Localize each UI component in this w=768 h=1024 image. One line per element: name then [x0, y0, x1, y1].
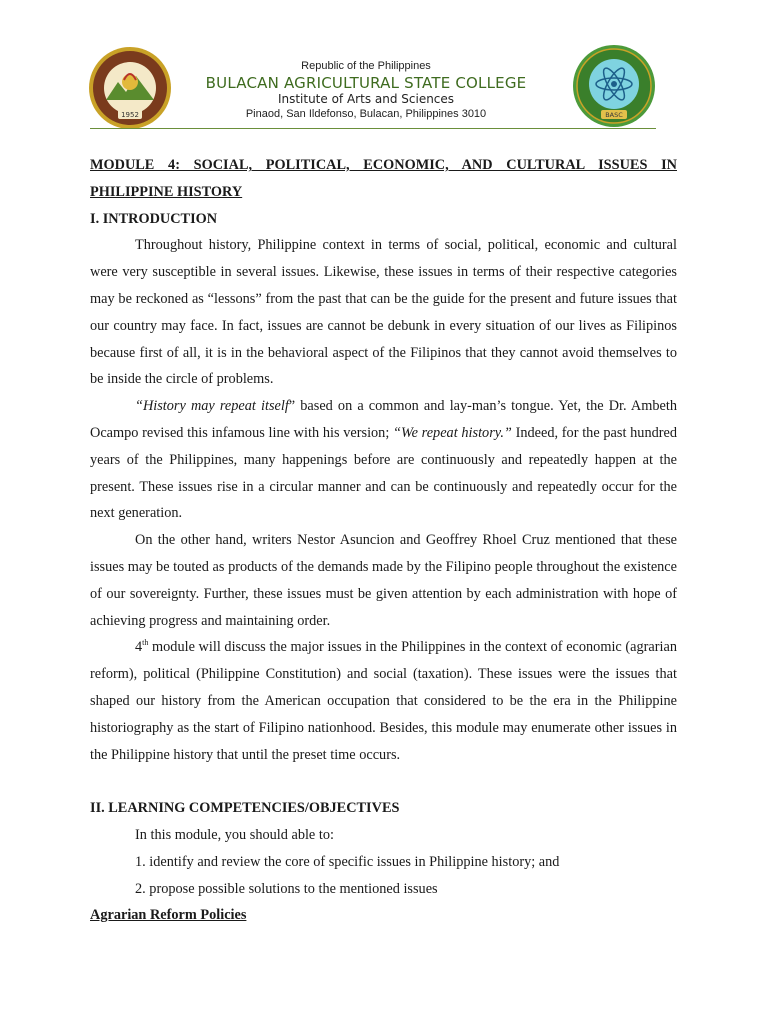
- agrarian-reform-heading: Agrarian Reform Policies: [90, 907, 247, 924]
- spacer: [90, 768, 677, 795]
- svg-text:BASC: BASC: [605, 111, 623, 119]
- svg-text:1952: 1952: [121, 111, 139, 119]
- quote-we-repeat: “We repeat history.”: [393, 424, 512, 441]
- module-title-line2: PHILIPPINE HISTORY: [90, 183, 243, 200]
- intro-paragraph-2: [90, 393, 677, 527]
- objective-item-2: 2. propose possible solutions to the mentioned issues: [135, 880, 438, 897]
- document-body: [90, 152, 677, 929]
- intro-paragraph-1: Throughout history, Philippine context in terms of social, political, economic and cultural were very susceptible in several issues. Likewise, these issues in terms of their respective categories may be reckoned as “lessons” from the past that can be the guide for the present and future issues that our country may face. In fact, issues are cannot be debunk in every situation of our lives as Filipinos because first of all, it is in the behavioral aspect of the Filipinos that they cannot avoid themselves to be inside the circle of problems.: [90, 237, 677, 388]
- header-college-name: BULACAN AGRICULTURAL STATE COLLEGE: [205, 74, 527, 92]
- objective-item-1: 1. identify and review the core of specific issues in Philippine history; and: [135, 853, 560, 870]
- intro-paragraph-3: On the other hand, writers Nestor Asuncion and Geoffrey Rhoel Cruz mentioned that these issues may be touted as products of the demands made by the Filipino people throughout the existence of our sovereignty. Further, these issues must be given attention by each administration with hope of achieving progress and maintaining order.: [90, 532, 677, 629]
- header-institute: Institute of Arts and Sciences: [277, 92, 455, 106]
- quote-history-repeat: “History may repeat itself: [135, 398, 289, 415]
- intro-heading: I. INTRODUCTION: [90, 210, 218, 227]
- paragraph-2-part-a: ” based on a common and lay-man’s tongue. Yet, the Dr. Ambeth Ocampo revised this infamous line with his version;: [90, 398, 677, 441]
- module-number: 4: [135, 639, 143, 656]
- objectives-heading: II. LEARNING COMPETENCIES/OBJECTIVES: [90, 800, 400, 817]
- objectives-intro: In this module, you should able to:: [135, 826, 334, 843]
- intro-paragraph-4: [90, 634, 677, 768]
- header-divider: [90, 128, 656, 129]
- document-header: [0, 0, 768, 140]
- paragraph-4-text: module will discuss the major issues in the Philippines in the context of economic (agrarian reform), political (Philippine Constitution) and social (taxation). These issues were the issues that shaped our history from the American occupation that considered to be the era in the Philippine historiography as the start of Filipino nationhood. Besides, this module may enumerate other issues in the Philippine history that until the preset time occurs.: [90, 639, 677, 763]
- module-title-line1: MODULE 4: SOCIAL, POLITICAL, ECONOMIC, AND CULTURAL ISSUES IN: [90, 157, 677, 173]
- header-republic: Republic of the Philippines: [301, 60, 431, 72]
- header-address: Pinaod, San Ildefonso, Bulacan, Philippines 3010: [245, 108, 487, 120]
- paragraph-2-part-b: Indeed, for the past hundred years of the Philippines, many happenings before are continuously and repeatedly happen at the present. These issues rise in a circular manner and can be continuously and repeatedly occur for the next generation.: [90, 424, 678, 522]
- ordinal-suffix: th: [142, 638, 149, 648]
